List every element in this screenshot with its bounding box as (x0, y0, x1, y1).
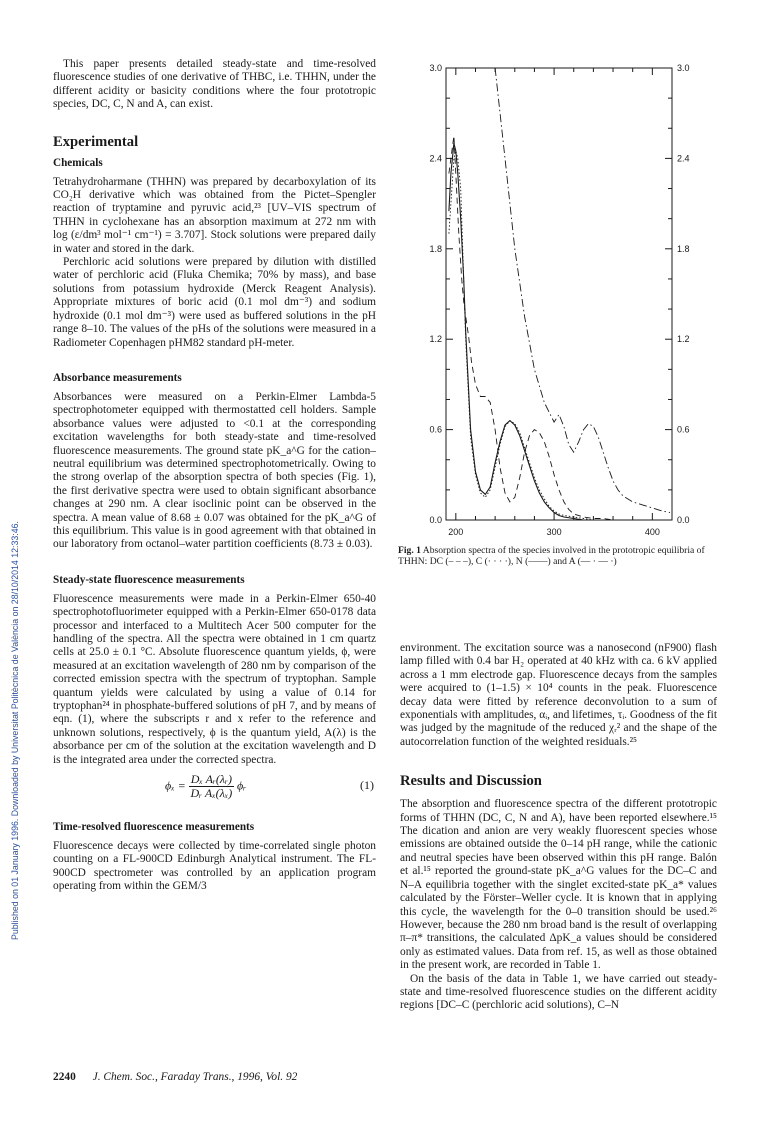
results-paragraph-2: On the basis of the data in Table 1, we have carried out steady-state and time-resolved fluorescence studies on the different acidity regions [DC–C (perchloric acid solutions), C–N (400, 972, 717, 1012)
y-tick-label-left: 0.6 (429, 424, 442, 435)
series-line-c (449, 151, 670, 520)
chemicals-paragraph-1: Tetrahydroharmane (THHN) was prepared by decarboxylation of its CO₂H derivative which was obtained from the Pictet–Spengler reaction of tryptamine and pyruvic acid,²³ [UV–VIS spectrum of THHN in cyclohexane has an absorption maximum at 272 nm with log (ε/dm³ mol⁻¹ cm⁻¹) = 3.707]. Stock solutions were prepared daily in water and stored in the dark. (53, 175, 376, 255)
side-note-text: Published on 01 January 1996. Downloaded by Universitat Politècnica de València on 28/10/2014 12:33:46. (10, 521, 20, 940)
right-paragraph-continued: environment. The excitation source was a nanosecond (nF900) flash lamp filled with 0.4 bar H₂ operated at 40 kHz with ca. 6 kV applied across a 1 mm electrode gap. Fluorescence decays from the samples were acquired to (1–1.5) × 10⁴ counts in the peak. Fluorescence decay data were fitted by reference deconvolution to a sum of exponentials with amplitudes, αᵢ, and lifetimes, τᵢ. Goodness of the fit was judged by the magnitude of the reduced χᵣ² and the shape of the autocorrelation function of the weighted residuals.²⁵ (400, 642, 717, 748)
journal-citation: J. Chem. Soc., Faraday Trans., 1996, Vol. 92 (92, 1071, 298, 1083)
equation-number: (1) (360, 778, 374, 793)
y-tick-label-right: 3.0 (677, 63, 690, 73)
y-tick-label-left: 1.8 (429, 243, 442, 254)
time-resolved-paragraph: Fluorescence decays were collected by time-correlated single photon counting on a FL-900CD Edinburgh Analytical instrument. The FL-900CD spectrometer was controlled by an application program operating from within the GEM/3 (53, 840, 376, 893)
x-tick-label: 300 (546, 527, 562, 537)
y-tick-label-left: 0.0 (429, 515, 442, 525)
figure-caption-text: Absorption spectra of the species involved in the prototropic equilibria of THHN: DC (– – –), C (· · · ·), N (——) and A (— · — ·) (398, 545, 705, 568)
absorbance-paragraph: Absorbances were measured on a Perkin-Elmer Lambda-5 spectrophotometer equipped with thermostatted cell holders. Sample absorbance values were adjusted to <0.1 at the corresponding excitation wavelengths for both steady-state and time-resolved fluorescence measurements. The ground state pK_a^G for the cation–neutral equilibrium was determined spectrophotometrically. Owing to the strong overlap of the absorption spectra of both species (Fig. 1), the first derivative spectra were used to obtain significant absorbance changes at 290 nm. A clear isoclinic point can be observed in the spectra. A mean value of 8.68 ± 0.07 was obtained for the pK_a^G of this equilibrium. This value is in good agreement with that obtained in our laboratory from octanol–water partition coefficients (8.73 ± 0.03). (53, 390, 376, 551)
y-tick-label-right: 1.8 (677, 243, 690, 254)
results-paragraph-1: The absorption and fluorescence spectra of the different prototropic forms of THHN (DC, C, N and A), have been reported elsewhere.¹⁵ The dication and anion are very weakly fluorescent species whose emissions are obtained outside the 0–14 pH range, while the cationic and neutral species have been observed within this pH range. Balón et al.¹⁵ reported the ground-state pK_a^G values for the DC–C and N–A equilibria together with the singlet excited-state pK_a* values calculated by the Förster–Weller cycle. It is known that in applying this cycle, the wavelength for the 0–0 transition should be used.²⁶ However, because the 280 nm broad band is the result of overlapping π–π* transitions, the calculated ΔpK_a values should be considered only as estimated values. Data from ref. 15, as well as those obtained in the present work, are recorded in Table 1. (400, 798, 717, 972)
y-tick-label-left: 2.4 (429, 153, 442, 164)
absorbance-heading: Absorbance measurements (53, 371, 182, 384)
absorption-spectra-chart (396, 55, 720, 543)
plot-frame (446, 68, 672, 520)
download-side-note (0, 220, 20, 940)
chemicals-heading: Chemicals (53, 156, 103, 169)
time-resolved-heading: Time-resolved fluorescence measurements (53, 821, 255, 834)
steady-state-heading: Steady-state fluorescence measurements (53, 573, 245, 586)
equation-numerator: Dₓ Aᵣ(λᵣ) (190, 772, 233, 787)
results-heading: Results and Discussion (400, 773, 542, 790)
series-line-dc (449, 136, 670, 520)
equation-fraction (189, 773, 234, 800)
left-column (53, 58, 376, 894)
equation-rhs: ϕᵣ (237, 778, 247, 793)
page-footer (53, 1071, 297, 1083)
right-column (400, 642, 717, 1013)
y-tick-label-right: 1.2 (677, 334, 690, 345)
x-tick-label: 200 (448, 527, 464, 537)
equation-1 (53, 773, 376, 803)
equation-denominator: Dᵣ Aₓ(λₓ) (190, 786, 233, 801)
y-tick-label-left: 1.2 (429, 334, 442, 345)
figure-label: Fig. 1 (398, 545, 421, 556)
experimental-heading: Experimental (53, 133, 139, 150)
figure-caption (398, 545, 720, 567)
intro-paragraph: This paper presents detailed steady-state and time-resolved fluorescence studies of one derivative of THBC, i.e. THHN, under the different acidity or basicity conditions where the four prototropic species, DC, C, N and A, can exist. (53, 58, 376, 111)
y-tick-label-right: 0.0 (677, 515, 690, 525)
x-tick-label: 400 (644, 527, 660, 537)
series-line-a (495, 68, 670, 513)
chemicals-paragraph-2: Perchloric acid solutions were prepared by dilution with distilled water of perchloric acid (Fluka Chemika; 70% by mass), and base solutions from potassium hydroxide (Merck Reagent Analysis). Appropriate mixtures of boric acid (0.1 mol dm⁻³) and sodium hydroxide (0.1 mol dm⁻³) were used as buffered solutions in the pH range 8–10. The values of the pHs of the solutions were measured in a Radiometer Copenhagen pHM82 standard pH-meter. (53, 256, 376, 349)
y-tick-label-left: 3.0 (429, 63, 442, 73)
series-line-n (449, 143, 670, 520)
steady-state-paragraph: Fluorescence measurements were made in a Perkin-Elmer 650-40 spectrophotofluorimeter equipped with a Perkin-Elmer 650-0178 data processor and interfaced to a Multitech Acer 500 computer for the handling of the spectra. All the spectra were obtained in 1 cm quartz cells at 25.0 ± 0.1 °C. Absolute fluorescence quantum yields, ϕ, were measured at an excitation wavelength of 280 nm by comparison of the corrected emission spectra with the spectrum of tryptophan. Sample quantum yields were calculated by using a value of 0.14 for tryptophan²⁴ in phosphate-buffered solutions of pH 7, and by means of eqn. (1), where the subscripts r and x refer to the reference and unknown solutions, respectively, ϕ is the quantum yield, A(λ) is the absorbance per cm of the solution at the excitation wavelength and D is the integrated area under the corrected spectra. (53, 592, 376, 766)
y-tick-label-right: 2.4 (677, 153, 690, 164)
page-number: 2240 (53, 1071, 76, 1083)
equation-lhs: ϕₓ = (165, 778, 186, 793)
y-tick-label-right: 0.6 (677, 424, 690, 435)
